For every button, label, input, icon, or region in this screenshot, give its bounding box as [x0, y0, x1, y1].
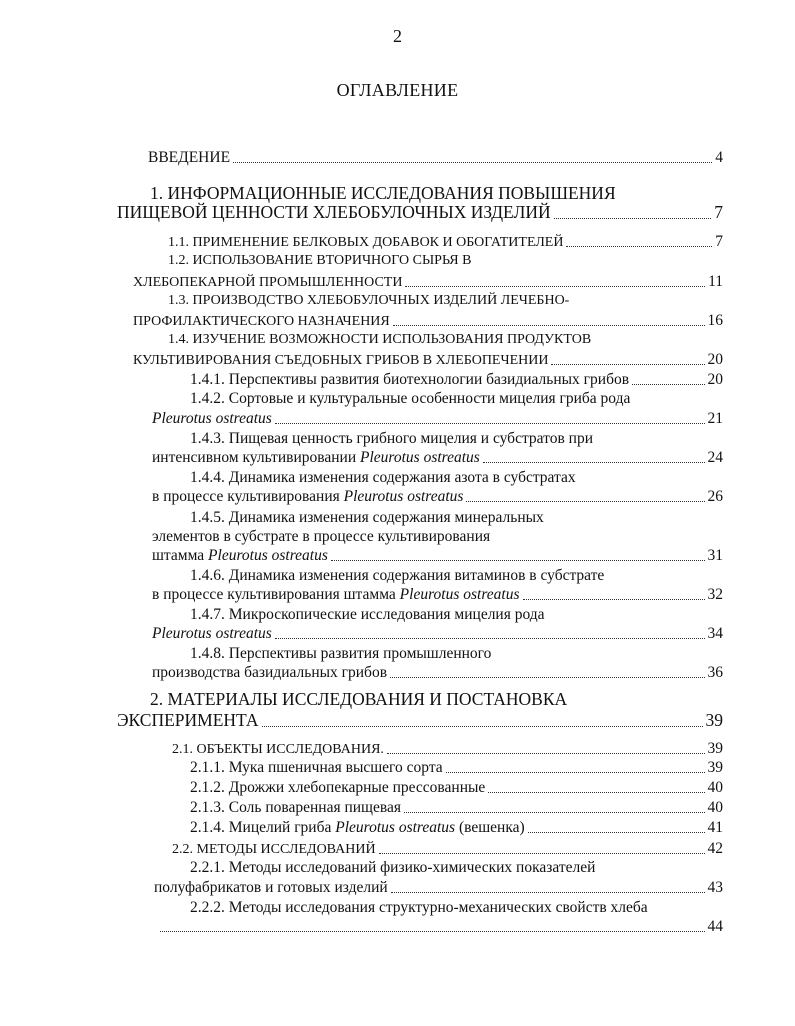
toc-entry-s1-1[interactable]: 1.1. ПРИМЕНЕНИЕ БЕЛКОВЫХ ДОБАВОК И ОБОГАТИТЕЛЕЙ 7: [168, 233, 723, 250]
toc-entry-s2-1[interactable]: 2.1. ОБЪЕКТЫ ИССЛЕДОВАНИЯ. 39: [172, 740, 723, 757]
toc-entry-s2-2-1[interactable]: полуфабрикатов и готовых изделий 43: [154, 879, 723, 896]
toc-entry-s1-4-6-line1[interactable]: 1.4.6. Динамика изменения содержания витаминов в субстрате: [190, 567, 605, 584]
toc-entry-s2-1-2[interactable]: 2.1.2. Дрожжи хлебопекарные прессованные 40: [190, 779, 723, 796]
toc-entry-s1-4-1[interactable]: 1.4.1. Перспективы развития биотехнологии базидиальных грибов 20: [190, 371, 723, 388]
toc-entry-s1-4-3[interactable]: интенсивном культивировании Pleurotus ostreatus 24: [152, 449, 723, 466]
toc-entry-s1-2-line1[interactable]: 1.2. ИСПОЛЬЗОВАНИЕ ВТОРИЧНОГО СЫРЬЯ В: [168, 253, 472, 268]
toc-entry-s2-line1[interactable]: 2. МАТЕРИАЛЫ ИССЛЕДОВАНИЯ И ПОСТАНОВКА: [150, 689, 568, 709]
toc-entry-s1-2[interactable]: ХЛЕБОПЕКАРНОЙ ПРОМЫШЛЕННОСТИ 11: [133, 273, 723, 290]
toc-entry-s1-4-4-line1[interactable]: 1.4.4. Динамика изменения содержания азота в субстратах: [190, 469, 576, 486]
toc-entry-s2-2-1-line1[interactable]: 2.2.1. Методы исследований физико-химических показателей: [190, 859, 596, 876]
toc-entry-s1-4-8[interactable]: производства базидиальных грибов 36: [152, 664, 723, 681]
toc-entry-s2-2[interactable]: 2.2. МЕТОДЫ ИССЛЕДОВАНИЙ 42: [172, 840, 723, 857]
toc-entry-s1-4-8-line1[interactable]: 1.4.8. Перспективы развития промышленного: [190, 645, 492, 662]
toc-entry-s1-3-line1[interactable]: 1.3. ПРОИЗВОДСТВО ХЛЕБОБУЛОЧНЫХ ИЗДЕЛИЙ ЛЕЧЕБНО-: [168, 293, 570, 308]
toc-entry-s1[interactable]: ПИЩЕВОЙ ЦЕННОСТИ ХЛЕБОБУЛОЧНЫХ ИЗДЕЛИЙ 7: [117, 202, 723, 222]
toc-entry-s1-3[interactable]: ПРОФИЛАКТИЧЕСКОГО НАЗНАЧЕНИЯ 16: [133, 312, 723, 329]
toc-entry-s1-4-5[interactable]: штамма Pleurotus ostreatus 31: [152, 547, 723, 564]
toc-entry-s2-1-3[interactable]: 2.1.3. Соль поваренная пищевая 40: [190, 799, 723, 816]
page-number: 2: [393, 26, 402, 46]
toc-entry-s1-4-7[interactable]: Pleurotus ostreatus 34: [152, 625, 723, 642]
toc-entry-s2[interactable]: ЭКСПЕРИМЕНТА 39: [117, 710, 723, 730]
page-title: ОГЛАВЛЕНИЕ: [336, 80, 459, 100]
toc-entry-s1-4-2-line1[interactable]: 1.4.2. Сортовые и культуральные особенности мицелия гриба рода: [190, 390, 631, 407]
toc-entry-s1-4-7-line1[interactable]: 1.4.7. Микроскопические исследования мицелия рода: [190, 606, 545, 623]
toc-entry-intro[interactable]: ВВЕДЕНИЕ 4: [148, 149, 723, 166]
toc-entry-s1-4-3-line1[interactable]: 1.4.3. Пищевая ценность грибного мицелия и субстратов при: [190, 430, 593, 447]
toc-entry-s1-4-line1[interactable]: 1.4. ИЗУЧЕНИЕ ВОЗМОЖНОСТИ ИСПОЛЬЗОВАНИЯ ПРОДУКТОВ: [168, 332, 592, 347]
toc-entry-s1-4-2[interactable]: Pleurotus ostreatus 21: [152, 410, 723, 427]
toc-entry-s1-4-5-line2[interactable]: элементов в субстрате в процессе культивирования: [152, 528, 491, 545]
toc-entry-s2-2-2[interactable]: 44: [160, 919, 723, 935]
toc-entry-s1-line1[interactable]: 1. ИНФОРМАЦИОННЫЕ ИССЛЕДОВАНИЯ ПОВЫШЕНИЯ: [150, 183, 616, 203]
toc-entry-s1-4-5-line1[interactable]: 1.4.5. Динамика изменения содержания минеральных: [190, 509, 544, 526]
toc-entry-s1-4[interactable]: КУЛЬТИВИРОВАНИЯ СЪЕДОБНЫХ ГРИБОВ В ХЛЕБОПЕЧЕНИИ 20: [133, 351, 723, 368]
toc-entry-s2-2-2-line1[interactable]: 2.2.2. Методы исследования структурно-механических свойств хлеба: [190, 899, 648, 916]
toc-entry-s1-4-6[interactable]: в процессе культивирования штамма Pleurotus ostreatus 32: [152, 586, 723, 603]
toc-entry-s2-1-4[interactable]: 2.1.4. Мицелий гриба Pleurotus ostreatus (вешенка) 41: [190, 819, 723, 836]
toc-entry-s1-4-4[interactable]: в процессе культивирования Pleurotus ostreatus 26: [152, 488, 723, 505]
toc-entry-s2-1-1[interactable]: 2.1.1. Мука пшеничная высшего сорта 39: [190, 759, 723, 776]
